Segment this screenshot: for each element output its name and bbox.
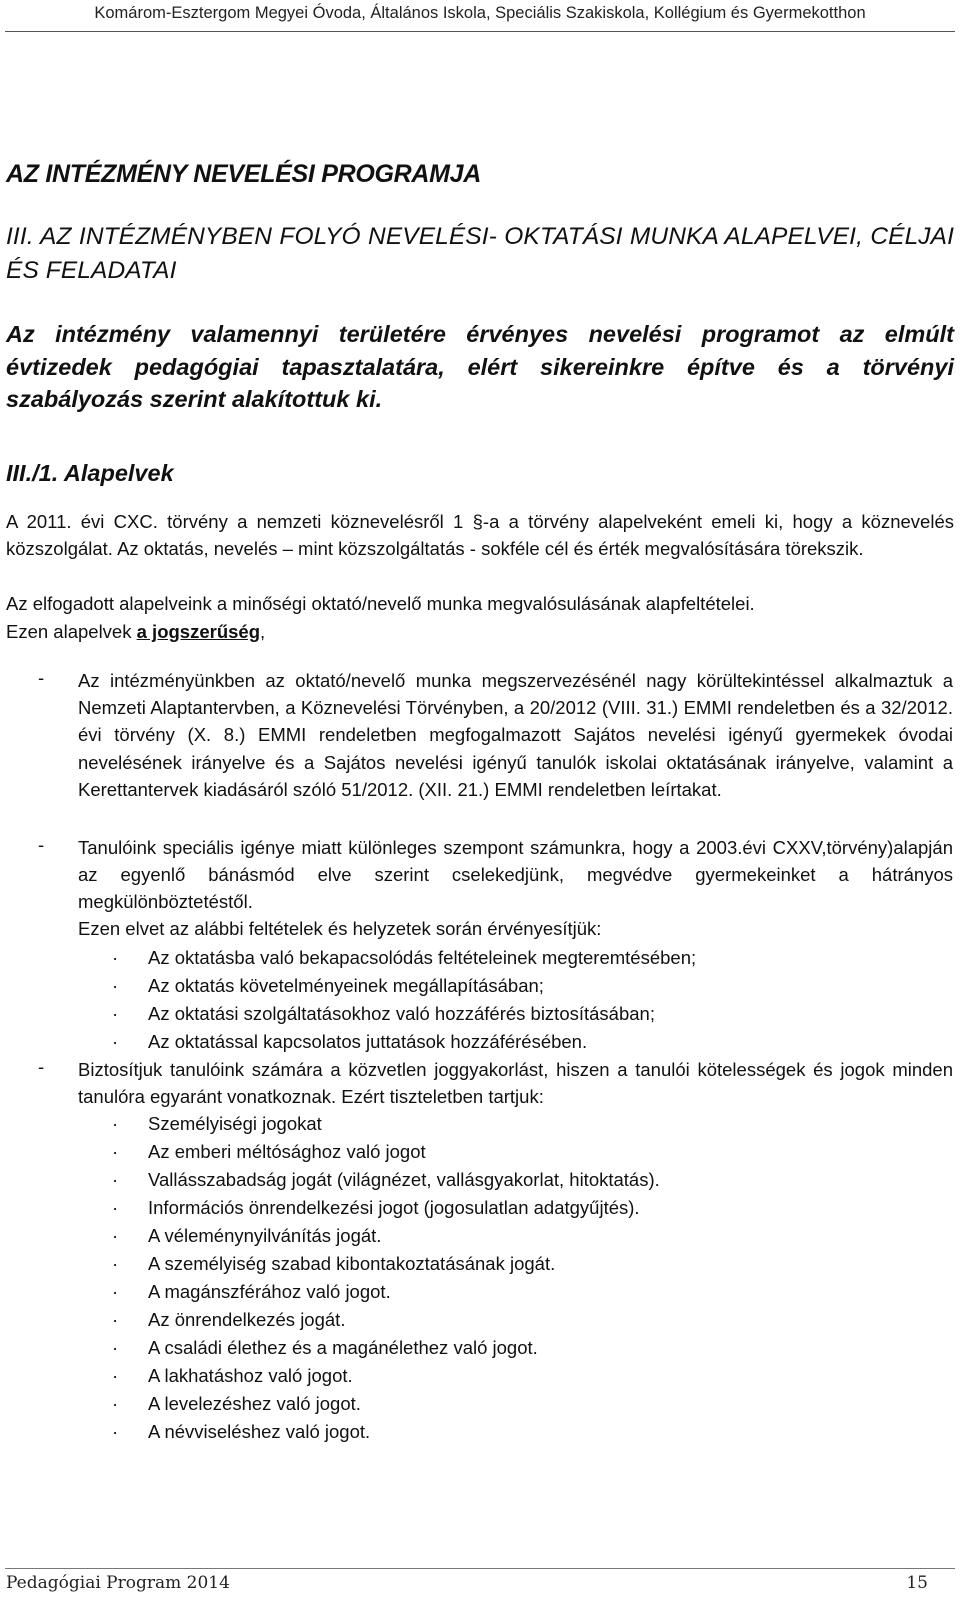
list-item: Tanulóink speciális igénye miatt különleges szempont számunkra, hogy a 2003.évi CXXV,törvény)alapján az egyenlő bánásmód elve szerint cselekedjünk, megvédve gyermekeinket a hátrányos megkülönböztetéstől. [78,837,953,913]
paragraph-principles: Az elfogadott alapelveink a minőségi oktató/nevelő munka megvalósulásának alapfeltételei. [6,593,755,614]
bullet-marker: · [112,947,119,968]
condition-item: Az oktatásba való bekapacsolódás feltételeinek megteremtésében; [148,947,697,968]
header-title: Komárom-Esztergom Megyei Óvoda, Általános Iskola, Speciális Szakiskola, Kollégium és Gyermekotthon [94,4,866,22]
bullet-marker: · [112,1309,119,1330]
page-number: 15 [906,1573,928,1593]
bullet-marker: · [112,1169,119,1190]
condition-item: Az oktatás követelményeinek megállapításában; [148,975,544,996]
bullet-marker: · [112,1197,119,1218]
conditions-intro: Ezen elvet az alábbi feltételek és helyzetek során érvényesítjük: [78,918,602,939]
bullet-marker: · [112,1003,119,1024]
bullet-marker: · [112,1253,119,1274]
bullet-marker: · [112,1337,119,1358]
dash-marker: - [38,834,45,855]
page-title: AZ INTÉZMÉNY NEVELÉSI PROGRAMJA [6,160,482,188]
bullet-marker: · [112,1225,119,1246]
right-item: Az önrendelkezés jogát. [148,1309,346,1330]
bullet-marker: · [112,975,119,996]
footer-rule [5,1568,955,1569]
right-item: A névviseléshez való jogot. [148,1421,371,1442]
right-item: Az emberi méltósághoz való jogot [148,1141,426,1162]
bullet-marker: · [112,1281,119,1302]
footer-title: Pedagógiai Program 2014 [6,1573,230,1593]
right-item: A levelezéshez való jogot. [148,1393,361,1414]
legality-emphasis: a jogszerűség [136,621,261,642]
right-item: A családi élethez és a magánélethez való jogot. [148,1337,538,1358]
bullet-marker: · [112,1421,119,1442]
section-heading: III. AZ INTÉZMÉNYBEN FOLYÓ NEVELÉSI- OKTATÁSI MUNKA ALAPELVEI, CÉLJAI ÉS FELADATAI [6,223,954,284]
condition-item: Az oktatási szolgáltatásokhoz való hozzáférés biztosításában; [148,1003,655,1024]
right-item: Vallásszabadság jogát (világnézet, vallásgyakorlat, hitoktatás). [148,1169,660,1190]
bullet-marker: · [112,1141,119,1162]
right-item: Személyiségi jogokat [148,1113,322,1134]
right-item: A személyiség szabad kibontakoztatásának jogát. [148,1253,556,1274]
list-item: Az intézményünkben az oktató/nevelő munka megszervezésénél nagy körültekintéssel alkalmaztuk a Nemzeti Alaptantervben, a Köznevelési Törvényben, a 20/2012 (VIII. 31.) EMMI rendeletben és a 32/2012. évi törvény (X. 8.) EMMI rendeletben megfogalmazott Sajátos nevelési igényű gyermekek óvodai nevelésének irányelve és a Sajátos nevelési igényű tanulók iskolai oktatásának irányelve, valamint a Kerettantervek kiadásáról szóló 51/2012. (XII. 21.) EMMI rendeletben leírtakat. [78,670,953,800]
header-rule [5,31,955,32]
dash-marker: - [38,667,45,688]
dash-marker: - [38,1056,45,1077]
list-item: Biztosítjuk tanulóink számára a közvetlen joggyakorlást, hiszen a tanulói kötelességek és jogok minden tanulóra egyaránt vonatkoznak. Ezért tiszteletben tartjuk: [78,1059,953,1108]
paragraph-legality: Ezen alapelvek a jogszerűség, [6,621,266,642]
bullet-marker: · [112,1365,119,1386]
right-item: A lakhatáshoz való jogot. [148,1365,353,1386]
subsection-heading: III./1. Alapelvek [6,460,174,486]
right-item: Információs önrendelkezési jogot (jogosulatlan adatgyűjtés). [148,1197,640,1218]
bullet-marker: · [112,1113,119,1134]
condition-item: Az oktatással kapcsolatos juttatások hozzáférésében. [148,1031,588,1052]
right-item: A véleménynyilvánítás jogát. [148,1225,382,1246]
bullet-marker: · [112,1393,119,1414]
paragraph-law: A 2011. évi CXC. törvény a nemzeti köznevelésről 1 §-a a törvény alapelveként emeli ki, hogy a köznevelés közszolgálat. Az oktatás, nevelés – mint közszolgáltatás - sokféle cél és érték megvalósítására törekszik. [6,511,954,559]
intro-paragraph: Az intézmény valamennyi területére érvényes nevelési programot az elmúlt évtizedek pedagógiai tapasztalatára, elért sikereinkre építve és a törvényi szabályozás szerint alakítottuk ki. [6,321,954,412]
right-item: A magánszférához való jogot. [148,1281,391,1302]
bullet-marker: · [112,1031,119,1052]
